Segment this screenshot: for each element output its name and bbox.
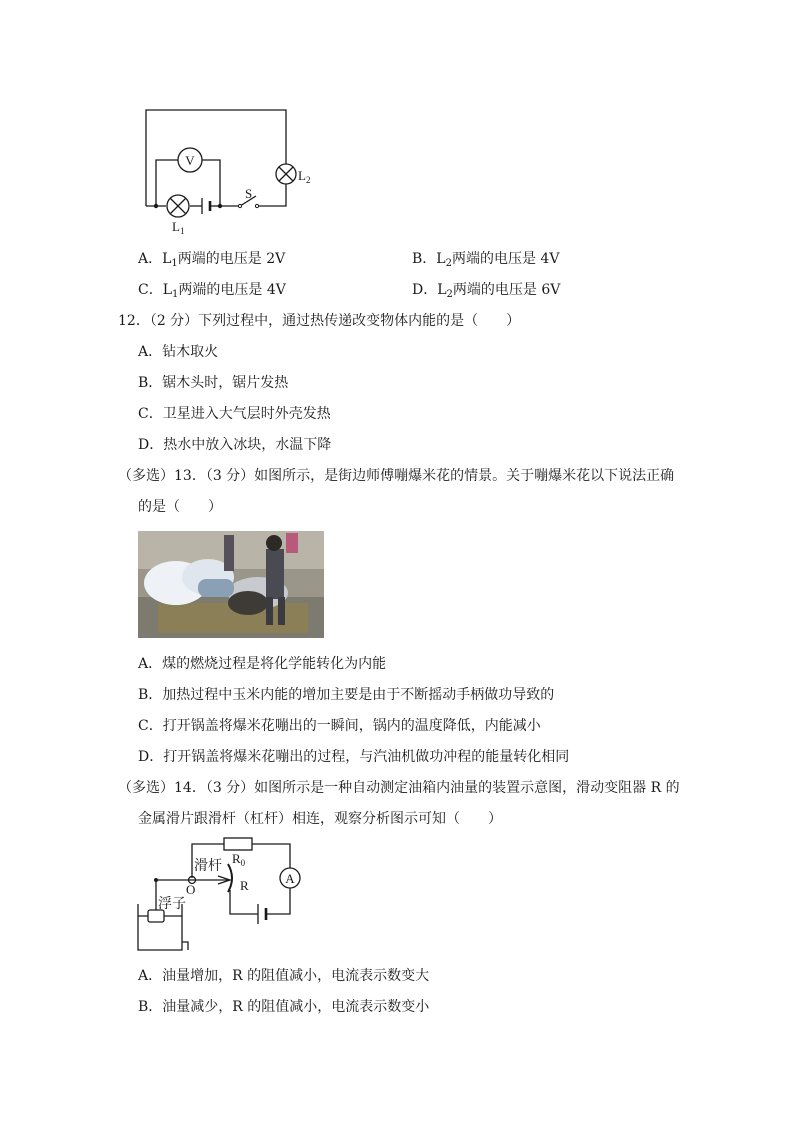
q13-option-b[interactable]: B．加热过程中玉米内能的增加主要是由于不断摇动手柄做功导致的: [138, 687, 555, 703]
q13-stem-line2: 的是（ ）: [138, 499, 222, 515]
lever-label: 滑杆: [194, 859, 222, 874]
q13-stem-line1: （多选）13．（3 分）如图所示，是街边师傅嘣爆米花的情景。关于嘣爆米花以下说法正确: [118, 468, 675, 484]
voltmeter-label: V: [185, 153, 195, 168]
q14-option-b[interactable]: B．油量减少，R 的阻值减小，电流表示数变小: [138, 999, 430, 1015]
q13-option-d[interactable]: D．打开锅盖将爆米花嘣出的过程，与汽油机做功冲程的能量转化相同: [138, 749, 570, 765]
q14-stem-line2: 金属滑片跟滑杆（杠杆）相连，观察分析图示可知（ ）: [138, 811, 502, 827]
q11-option-c[interactable]: C．$L_1$两端的电压是 4V: [138, 282, 286, 300]
r0-label: $R_0$: [232, 851, 246, 868]
switch-label: S: [245, 186, 253, 201]
l2-label: $L_2$: [298, 168, 311, 185]
float-label: 浮子: [158, 897, 186, 912]
pivot-label: O: [186, 882, 196, 897]
q11-option-a[interactable]: A．$L_1$两端的电压是 2V: [138, 251, 286, 269]
q14-stem-line1: （多选）14．（3 分）如图所示是一种自动测定油箱内油量的装置示意图，滑动变阻器 R 的: [118, 780, 680, 796]
l1-label: $L_1$: [172, 219, 185, 236]
q12-option-b[interactable]: B．锯木头时，锯片发热: [138, 375, 289, 391]
q12-option-c[interactable]: C．卫星进入大气层时外壳发热: [138, 406, 331, 422]
circuit-diagram-q11: [130, 100, 330, 240]
q12-option-a[interactable]: A．钻木取火: [138, 344, 219, 360]
oil-gauge-diagram-q14: [130, 832, 310, 962]
q12-stem: 12．（2 分）下列过程中，通过热传递改变物体内能的是（ ）: [118, 313, 521, 329]
q11-option-d[interactable]: D．$L_2$两端的电压是 6V: [412, 282, 561, 300]
q14-option-a[interactable]: A．油量增加，R 的阻值减小，电流表示数变大: [138, 968, 430, 984]
popcorn-vendor-photo: [138, 531, 324, 638]
q12-option-d[interactable]: D．热水中放入冰块，水温下降: [138, 437, 332, 453]
ammeter-label: A: [285, 871, 295, 886]
q11-option-b[interactable]: B．$L_2$两端的电压是 4V: [412, 251, 560, 269]
q13-option-c[interactable]: C．打开锅盖将爆米花嘣出的一瞬间，锅内的温度降低，内能减小: [138, 718, 541, 734]
q13-option-a[interactable]: A．煤的燃烧过程是将化学能转化为内能: [138, 656, 387, 672]
r-label: R: [240, 878, 249, 893]
